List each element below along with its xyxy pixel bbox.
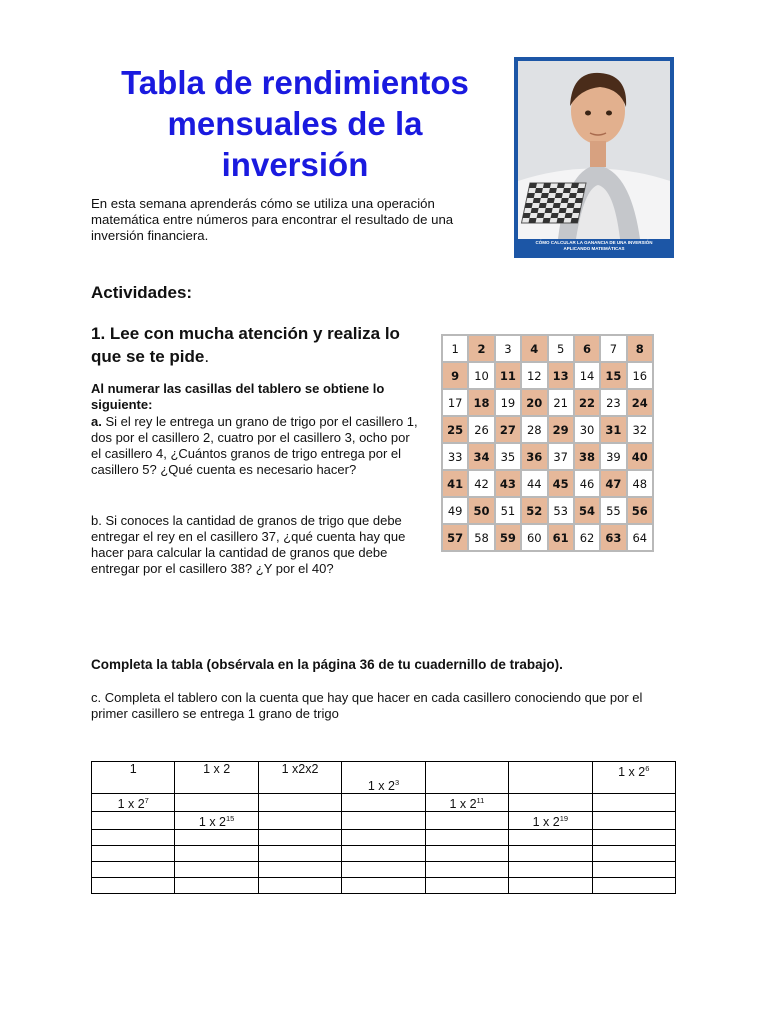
board-cell: 30 xyxy=(574,416,600,443)
board-cell: 58 xyxy=(468,524,494,551)
board-cell: 64 xyxy=(627,524,653,551)
table-row xyxy=(92,862,676,878)
table-cell[interactable] xyxy=(92,862,175,878)
board-cell: 2 xyxy=(468,335,494,362)
board-cell: 47 xyxy=(600,470,626,497)
board-cell: 48 xyxy=(627,470,653,497)
table-cell[interactable] xyxy=(425,878,508,894)
table-row xyxy=(92,794,676,812)
table-cell[interactable] xyxy=(509,878,592,894)
board-cell: 36 xyxy=(521,443,547,470)
table-cell[interactable] xyxy=(425,846,508,862)
table-cell[interactable] xyxy=(258,846,341,862)
board-cell: 24 xyxy=(627,389,653,416)
table-cell[interactable] xyxy=(175,846,258,862)
item1-heading: 1. Lee con mucha atención y realiza lo que se te pide. xyxy=(91,324,400,366)
board-cell: 21 xyxy=(548,389,574,416)
table-cell[interactable] xyxy=(509,862,592,878)
table-cell[interactable]: 1 x $2^7$ xyxy=(92,794,175,812)
board-cell: 51 xyxy=(495,497,521,524)
table-cell[interactable]: 1 x $2^3$ xyxy=(342,762,425,794)
board-cell: 57 xyxy=(442,524,468,551)
table-cell[interactable]: 1 x $2^6$ xyxy=(592,762,675,794)
table-cell[interactable] xyxy=(92,878,175,894)
board-cell: 49 xyxy=(442,497,468,524)
board-cell: 10 xyxy=(468,362,494,389)
intro-paragraph: En esta semana aprenderás cómo se utiliza una operación matemática entre números para encontrar el resultado de una inversión financiera. xyxy=(91,196,454,243)
table-cell[interactable] xyxy=(175,878,258,894)
board-cell: 19 xyxy=(495,389,521,416)
board-cell: 54 xyxy=(574,497,600,524)
board-cell: 1 xyxy=(442,335,468,362)
board-cell: 63 xyxy=(600,524,626,551)
complete-table-heading: Completa la tabla (obsérvala en la página 36 de tu cuadernillo de trabajo). xyxy=(91,657,563,672)
board-subheading: Al numerar las casillas del tablero se obtiene lo siguiente: xyxy=(91,381,385,412)
board-cell: 26 xyxy=(468,416,494,443)
table-cell[interactable] xyxy=(509,830,592,846)
board-cell: 59 xyxy=(495,524,521,551)
board-cell: 28 xyxy=(521,416,547,443)
board-cell: 42 xyxy=(468,470,494,497)
table-cell[interactable] xyxy=(258,878,341,894)
board-cell: 14 xyxy=(574,362,600,389)
table-cell[interactable]: 1 x 2 xyxy=(175,762,258,794)
board-cell: 25 xyxy=(442,416,468,443)
activities-heading: Actividades: xyxy=(91,283,193,302)
board-cell: 5 xyxy=(548,335,574,362)
board-cell: 16 xyxy=(627,362,653,389)
board-cell: 62 xyxy=(574,524,600,551)
table-cell[interactable] xyxy=(258,830,341,846)
board-cell: 3 xyxy=(495,335,521,362)
table-row xyxy=(92,878,676,894)
numbered-chessboard xyxy=(441,334,654,552)
table-cell[interactable] xyxy=(258,812,341,830)
calculation-table xyxy=(91,761,676,894)
board-cell: 35 xyxy=(495,443,521,470)
board-cell: 37 xyxy=(548,443,574,470)
table-cell[interactable] xyxy=(342,812,425,830)
table-cell[interactable] xyxy=(342,846,425,862)
board-cell: 39 xyxy=(600,443,626,470)
table-cell[interactable] xyxy=(425,762,508,794)
board-cell: 20 xyxy=(521,389,547,416)
table-row xyxy=(92,762,676,794)
board-cell: 7 xyxy=(600,335,626,362)
board-cell: 41 xyxy=(442,470,468,497)
board-cell: 43 xyxy=(495,470,521,497)
table-cell[interactable] xyxy=(509,794,592,812)
table-cell[interactable]: 1 x2x2 xyxy=(258,762,341,794)
table-cell[interactable] xyxy=(425,830,508,846)
table-cell[interactable] xyxy=(175,830,258,846)
question-a: a. Si el rey le entrega un grano de trigo por el casillero 1, dos por el casillero 2, cuatro por el casillero 3, ocho por el casillero 4, ¿Cuántos granos de trigo entrega por el casillero 5? ¿Qué cuenta es necesario hacer? xyxy=(91,414,418,477)
page-title: Tabla de rendimientos mensuales de la inversión xyxy=(121,64,469,183)
board-cell: 34 xyxy=(468,443,494,470)
table-cell[interactable] xyxy=(258,862,341,878)
board-cell: 22 xyxy=(574,389,600,416)
table-cell[interactable]: 1 xyxy=(92,762,175,794)
board-cell: 44 xyxy=(521,470,547,497)
table-cell[interactable] xyxy=(342,878,425,894)
table-cell[interactable] xyxy=(509,762,592,794)
board-cell: 4 xyxy=(521,335,547,362)
board-cell: 15 xyxy=(600,362,626,389)
table-cell[interactable] xyxy=(342,830,425,846)
board-cell: 13 xyxy=(548,362,574,389)
table-cell[interactable] xyxy=(509,846,592,862)
board-cell: 17 xyxy=(442,389,468,416)
question-b: b. Si conoces la cantidad de granos de trigo que debe entregar el rey en el casillero 37, ¿qué cuenta hay que hacer para calcular la cantidad de granos que debe entregar por el casillero 38? ¿Y por el 40? xyxy=(91,513,406,576)
table-cell[interactable]: 1 x $2^{19}$ xyxy=(509,812,592,830)
table-cell[interactable] xyxy=(592,862,675,878)
board-cell: 40 xyxy=(627,443,653,470)
table-cell[interactable] xyxy=(342,794,425,812)
boy-with-chessboard-photo xyxy=(518,61,670,239)
table-cell[interactable] xyxy=(592,794,675,812)
table-cell[interactable] xyxy=(92,812,175,830)
question-c: c. Completa el tablero con la cuenta que hay que hacer en cada casillero conociendo que por el primer casillero se entrega 1 grano de trigo xyxy=(91,690,643,721)
table-cell[interactable] xyxy=(592,812,675,830)
board-cell: 53 xyxy=(548,497,574,524)
table-cell[interactable] xyxy=(342,862,425,878)
board-cell: 6 xyxy=(574,335,600,362)
table-cell[interactable] xyxy=(592,830,675,846)
board-cell: 61 xyxy=(548,524,574,551)
table-row xyxy=(92,812,676,830)
board-cell: 32 xyxy=(627,416,653,443)
table-cell[interactable] xyxy=(592,846,675,862)
board-cell: 23 xyxy=(600,389,626,416)
board-cell: 56 xyxy=(627,497,653,524)
table-cell[interactable] xyxy=(92,846,175,862)
table-cell[interactable]: 1 x $2^{15}$ xyxy=(175,812,258,830)
board-cell: 52 xyxy=(521,497,547,524)
board-cell: 55 xyxy=(600,497,626,524)
table-cell[interactable] xyxy=(258,794,341,812)
board-cell: 29 xyxy=(548,416,574,443)
board-cell: 60 xyxy=(521,524,547,551)
cover-caption: CÓMO CALCULAR LA GANANCIA DE UNA INVERSIÓN APLICANDO MATEMÁTICAS xyxy=(535,240,653,251)
table-cell[interactable]: 1 x $2^{11}$ xyxy=(425,794,508,812)
table-row xyxy=(92,846,676,862)
board-cell: 9 xyxy=(442,362,468,389)
table-cell[interactable] xyxy=(175,794,258,812)
board-cell: 31 xyxy=(600,416,626,443)
board-cell: 38 xyxy=(574,443,600,470)
board-cell: 27 xyxy=(495,416,521,443)
board-cell: 11 xyxy=(495,362,521,389)
table-row xyxy=(92,830,676,846)
board-cell: 46 xyxy=(574,470,600,497)
table-cell[interactable] xyxy=(92,830,175,846)
board-cell: 45 xyxy=(548,470,574,497)
table-cell[interactable] xyxy=(425,812,508,830)
board-cell: 12 xyxy=(521,362,547,389)
board-cell: 50 xyxy=(468,497,494,524)
cover-image xyxy=(514,57,674,258)
table-cell[interactable] xyxy=(425,862,508,878)
board-cell: 18 xyxy=(468,389,494,416)
board-cell: 33 xyxy=(442,443,468,470)
table-cell[interactable] xyxy=(175,862,258,878)
board-cell: 8 xyxy=(627,335,653,362)
table-cell[interactable] xyxy=(592,878,675,894)
